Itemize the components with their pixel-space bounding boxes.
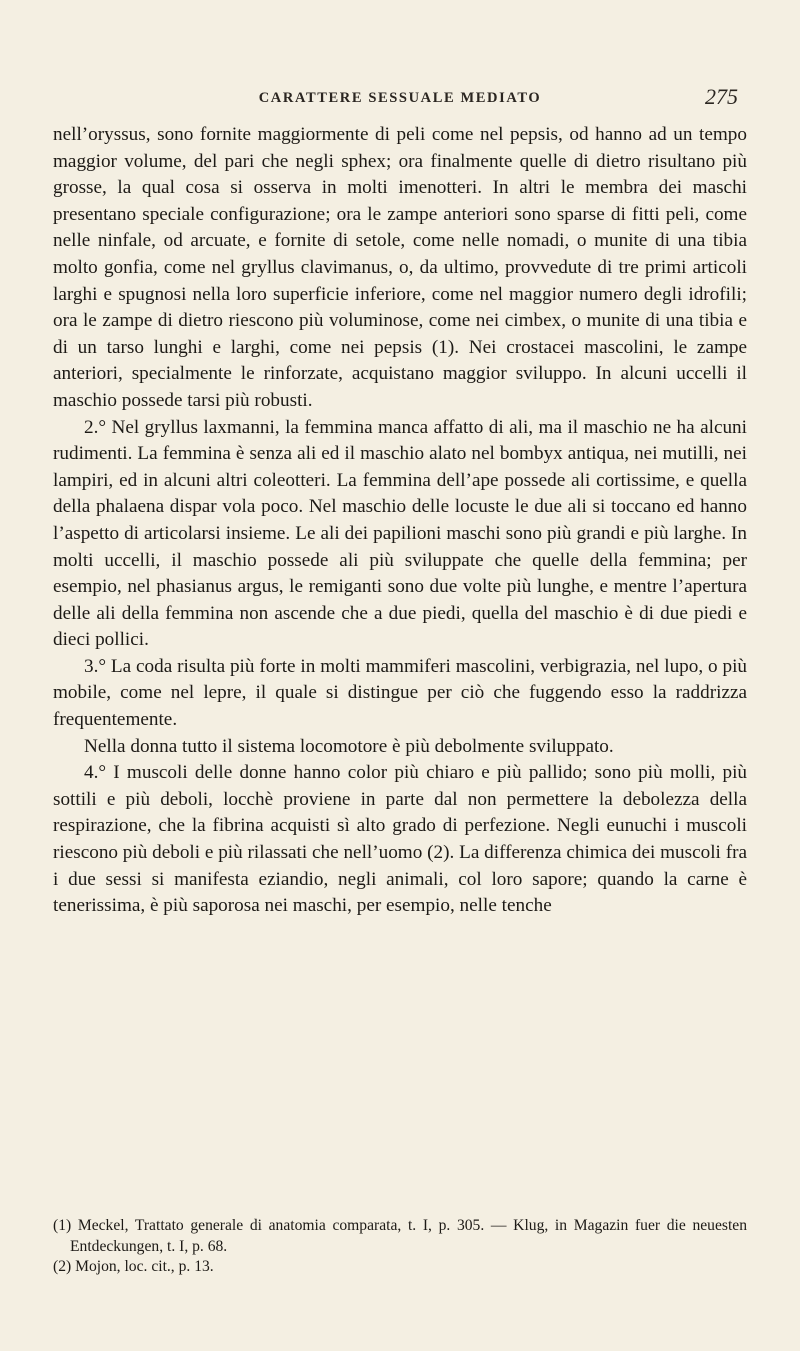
page-header <box>60 84 740 114</box>
paragraph: Nella donna tutto il sistema locomotore è più debolmente sviluppato. <box>84 735 614 757</box>
footnote: (2) Mojon, loc. cit., p. 13. <box>53 1258 214 1275</box>
body-text <box>53 122 747 920</box>
paragraph: 2.° Nel gryllus laxmanni, la femmina manca affatto di ali, ma il maschio ne ha alcuni rudimenti. La femmina è senza ali ed il maschio alato nel bombyx antiqua, nei mutilli, nei lampiri, ed in alcuni altri coleotteri. La femmina dell’ape possede ali cortissime, e quella della phalaena dispar vola poco. Nel maschio delle locuste le due ali si toccano ed hanno l’aspetto di articolarsi insieme. Le ali dei papilioni maschi sono più grandi e più larghe. In molti uccelli, il maschio possede ali più sviluppate che quelle della femmina; per esempio, nel phasianus argus, le remiganti sono due volte più lunghe, e mentre l’apertura delle ali della femmina non ascende che a due piedi, quella del maschio è di due piedi e dieci pollici. <box>53 416 747 651</box>
running-title: CARATTERE SESSUALE MEDIATO <box>258 90 542 106</box>
footnotes <box>53 1216 747 1278</box>
paragraph: 4.° I muscoli delle donne hanno color più chiaro e più pallido; sono più molli, più sottili e più deboli, locchè proviene in parte dal non permettere la debolezza della respirazione, che la fibrina acquisti sì alto grado di perfezione. Negli eunuchi i muscoli riescono più deboli e più rilassati che nell’uomo (2). La differenza chimica dei muscoli fra i due sessi si manifesta eziandio, negli animali, col loro sapore; quando la carne è tenerissima, è più saporosa nei maschi, per esempio, nelle tenche <box>53 762 747 917</box>
paragraph: 3.° La coda risulta più forte in molti mammiferi mascolini, verbigrazia, nel lupo, o più mobile, come nel lepre, il quale si distingue per ciò che fuggendo esso la raddrizza frequentemente. <box>53 655 747 731</box>
paragraph: nell’oryssus, sono fornite maggiormente di peli come nel pepsis, od hanno ad un tempo maggior volume, del pari che negli sphex; ora finalmente quelle di dietro risultano più grosse, la qual cosa si osserva in molti imenotteri. In altri le membra dei maschi presentano speciale configurazione; ora le zampe anteriori sono sparse di fitti peli, come nelle ninfale, od arcuate, e fornite di setole, come nelle nomadi, o munite di una tibia molto gonfia, come nel gryllus clavimanus, o, da ultimo, provvedute di tre primi articoli larghi e spugnosi nella loro superficie inferiore, come nel maggior numero degli idrofili; ora le zampe di dietro riescono più voluminose, come nei cimbex, o munite di una tibia e di un tarso lunghi e larghi, come nei pepsis (1). Nei crostacei mascolini, le zampe anteriori, specialmente le rinforzate, acquistano maggior sviluppo. In alcuni uccelli il maschio possede tarsi più robusti. <box>53 124 747 411</box>
page-number: 275 <box>705 84 738 109</box>
footnote: (1) Meckel, Trattato generale di anatomia comparata, t. I, p. 305. — Klug, in Magazin fuer die neuesten Entdeckungen, t. I, p. 68. <box>53 1217 747 1255</box>
